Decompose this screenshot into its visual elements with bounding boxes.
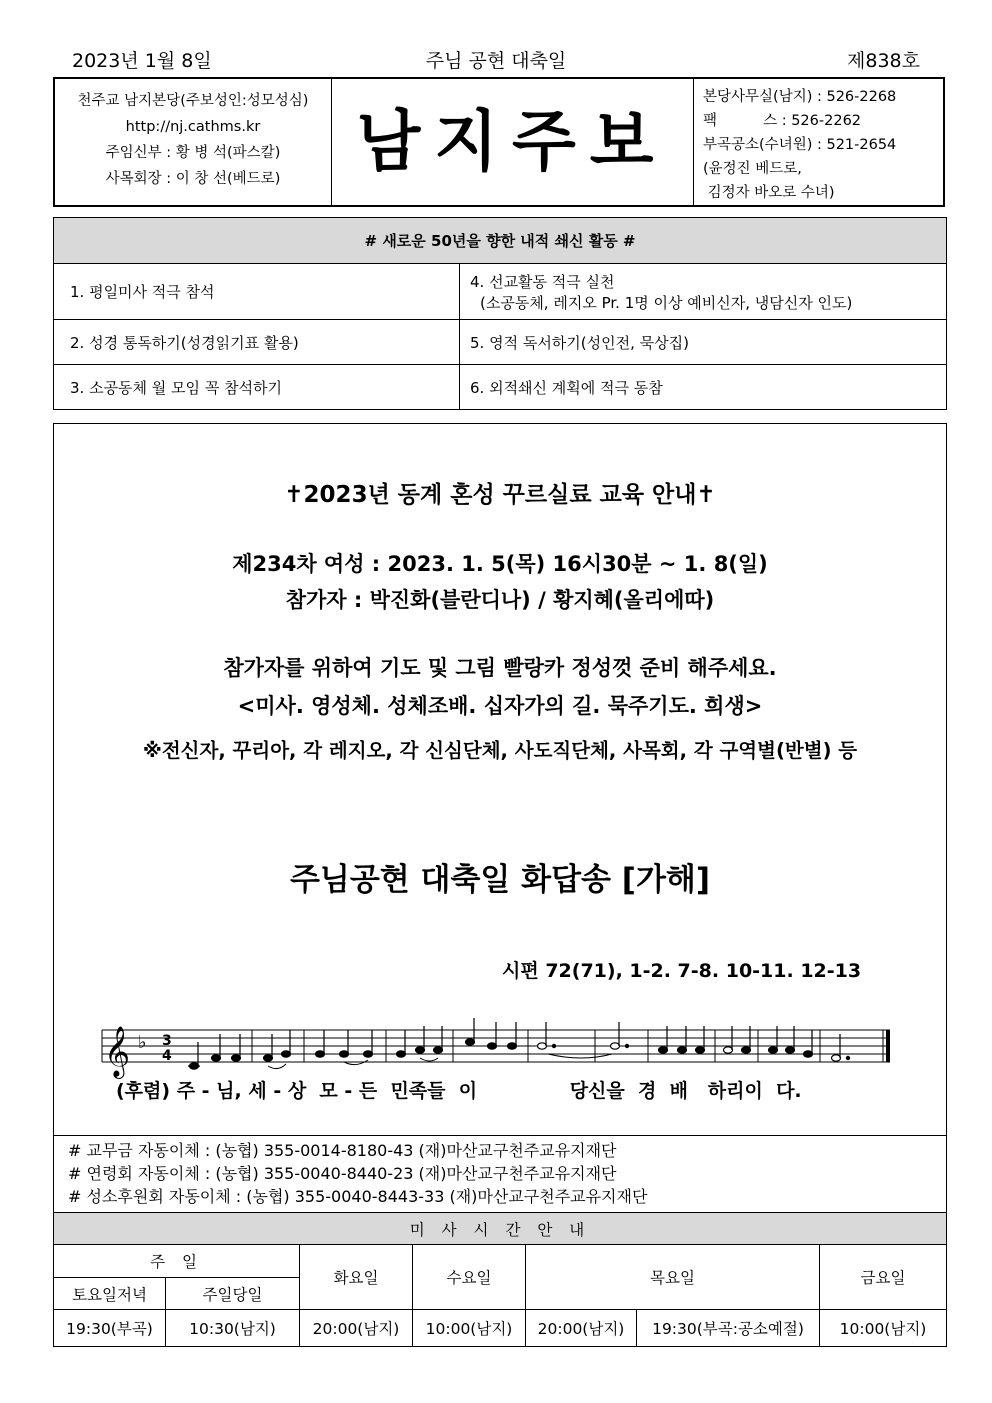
feast-title: 주님 공현 대축일: [425, 50, 567, 72]
refrain-lyrics: (후렴) 주 - 님, 세 - 상 모 - 든 민족들 이 당신을 경 배 하리이 다.: [116, 1080, 802, 1102]
plan-item-detail: (소공동체, 레지오 Pr. 1명 이상 예비신자, 냉담신자 인도): [480, 293, 853, 312]
spiritual-offerings: <미사. 영성체. 성체조배. 십자가의 길. 묵주기도. 희생>: [237, 694, 763, 718]
plan-heading: # 새로운 50년을 향한 내적 쇄신 활동 #: [54, 218, 947, 264]
plan-item: 2. 성경 통독하기(성경읽기표 활용): [54, 320, 460, 365]
mass-time: 20:00(남지): [300, 1310, 413, 1347]
account-line: # 교무금 자동이체 : (농협) 355-0014-8180-43 (재)마산교구천주교유지재단: [68, 1141, 617, 1160]
mass-schedule-table: [53, 1212, 947, 1347]
parish-info: [55, 79, 332, 205]
contact-info: [703, 85, 943, 205]
mass-time: 10:00(남지): [413, 1310, 526, 1347]
mass-time: 20:00(남지): [526, 1310, 637, 1347]
friday-header: 금요일: [820, 1245, 947, 1310]
plan-item: 5. 영적 독서하기(성인전, 묵상집): [460, 320, 947, 365]
bank-accounts: [53, 1136, 947, 1214]
parish-url[interactable]: http://nj.cathms.kr: [125, 119, 261, 135]
music-staff: [98, 1014, 898, 1084]
wednesday-header: 수요일: [413, 1245, 526, 1310]
contact-line: 본당사무실(남지) : 526-2268: [703, 89, 897, 105]
plan-item: 3. 소공동체 월 모임 꼭 참석하기: [54, 365, 460, 410]
issue-date: 2023년 1월 8일: [72, 50, 212, 72]
treble-clef-icon: 𝄞: [104, 1026, 131, 1077]
contact-line: 팩 스 : 526-2262: [703, 113, 862, 129]
flat-icon: ♭: [138, 1032, 147, 1053]
cursillo-participants: 참가자 : 박진화(블란디나) / 황지혜(올리에따): [285, 588, 715, 612]
prayer-request: 참가자를 위하여 기도 및 그림 빨랑카 정성껏 준비 해주세요.: [223, 656, 777, 680]
sunday-header: 주 일: [54, 1245, 300, 1278]
account-line: # 성소후원회 자동이체 : (농협) 355-0040-8443-33 (재)마산교구천주교유지재단: [68, 1187, 648, 1206]
psalm-reference: 시편 72(71), 1-2. 7-8. 10-11. 12-13: [502, 960, 862, 982]
saturday-evening-header: 토요일저녁: [54, 1278, 166, 1310]
sunday-day-header: 주일당일: [166, 1278, 300, 1310]
masthead: [53, 77, 945, 207]
account-line: # 연령회 자동이체 : (농협) 355-0040-8440-23 (재)마산교구천주교유지재단: [68, 1164, 617, 1183]
contact-line: 부곡공소(수녀원) : 521-2654: [703, 137, 897, 153]
main-notice-box: [53, 423, 947, 1136]
mass-time: 19:30(부곡): [54, 1310, 166, 1347]
plan-item: 1. 평일미사 적극 참석: [54, 264, 460, 320]
issue-number: 제838호: [847, 50, 920, 72]
tuesday-header: 화요일: [300, 1245, 413, 1310]
mass-schedule-title: 미 사 시 간 안 내: [54, 1213, 947, 1245]
plan-item: 6. 외적쇄신 계획에 적극 동참: [460, 365, 947, 410]
parish-name: 천주교 남지본당(주보성인:성모성심): [77, 93, 309, 109]
contact-line: 김정자 바오로 수녀): [703, 185, 835, 201]
cursillo-title: ✝2023년 동계 혼성 꾸르실료 교육 안내✝: [284, 482, 716, 508]
contact-line: (윤정진 베드로,: [703, 161, 802, 177]
council-president: 사목회장 : 이 창 선(베드로): [105, 171, 281, 187]
mass-time: 10:30(남지): [166, 1310, 300, 1347]
plan-item-title: 4. 선교활동 적극 실천: [470, 272, 615, 291]
time-signature: 3: [162, 1033, 172, 1049]
bulletin-title: 남지주보: [331, 79, 694, 205]
mass-time: 10:00(남지): [820, 1310, 947, 1347]
time-signature: 4: [162, 1048, 172, 1064]
thursday-header: 목요일: [526, 1245, 820, 1310]
cursillo-session: 제234차 여성 : 2023. 1. 5(목) 16시30분 ~ 1. 8(일): [232, 552, 768, 576]
pastor-name: 주임신부 : 황 병 석(파스칼): [105, 145, 281, 161]
mass-time: 19:30(부곡:공소예절): [637, 1310, 820, 1347]
target-groups: ※전신자, 꾸리아, 각 레지오, 각 신심단체, 사도직단체, 사목회, 각 구역별(반별) 등: [142, 739, 858, 762]
psalm-title: 주님공현 대축일 화답송 [가해]: [289, 862, 711, 898]
plan-item: [460, 264, 947, 320]
renewal-plan-table: [53, 217, 947, 410]
